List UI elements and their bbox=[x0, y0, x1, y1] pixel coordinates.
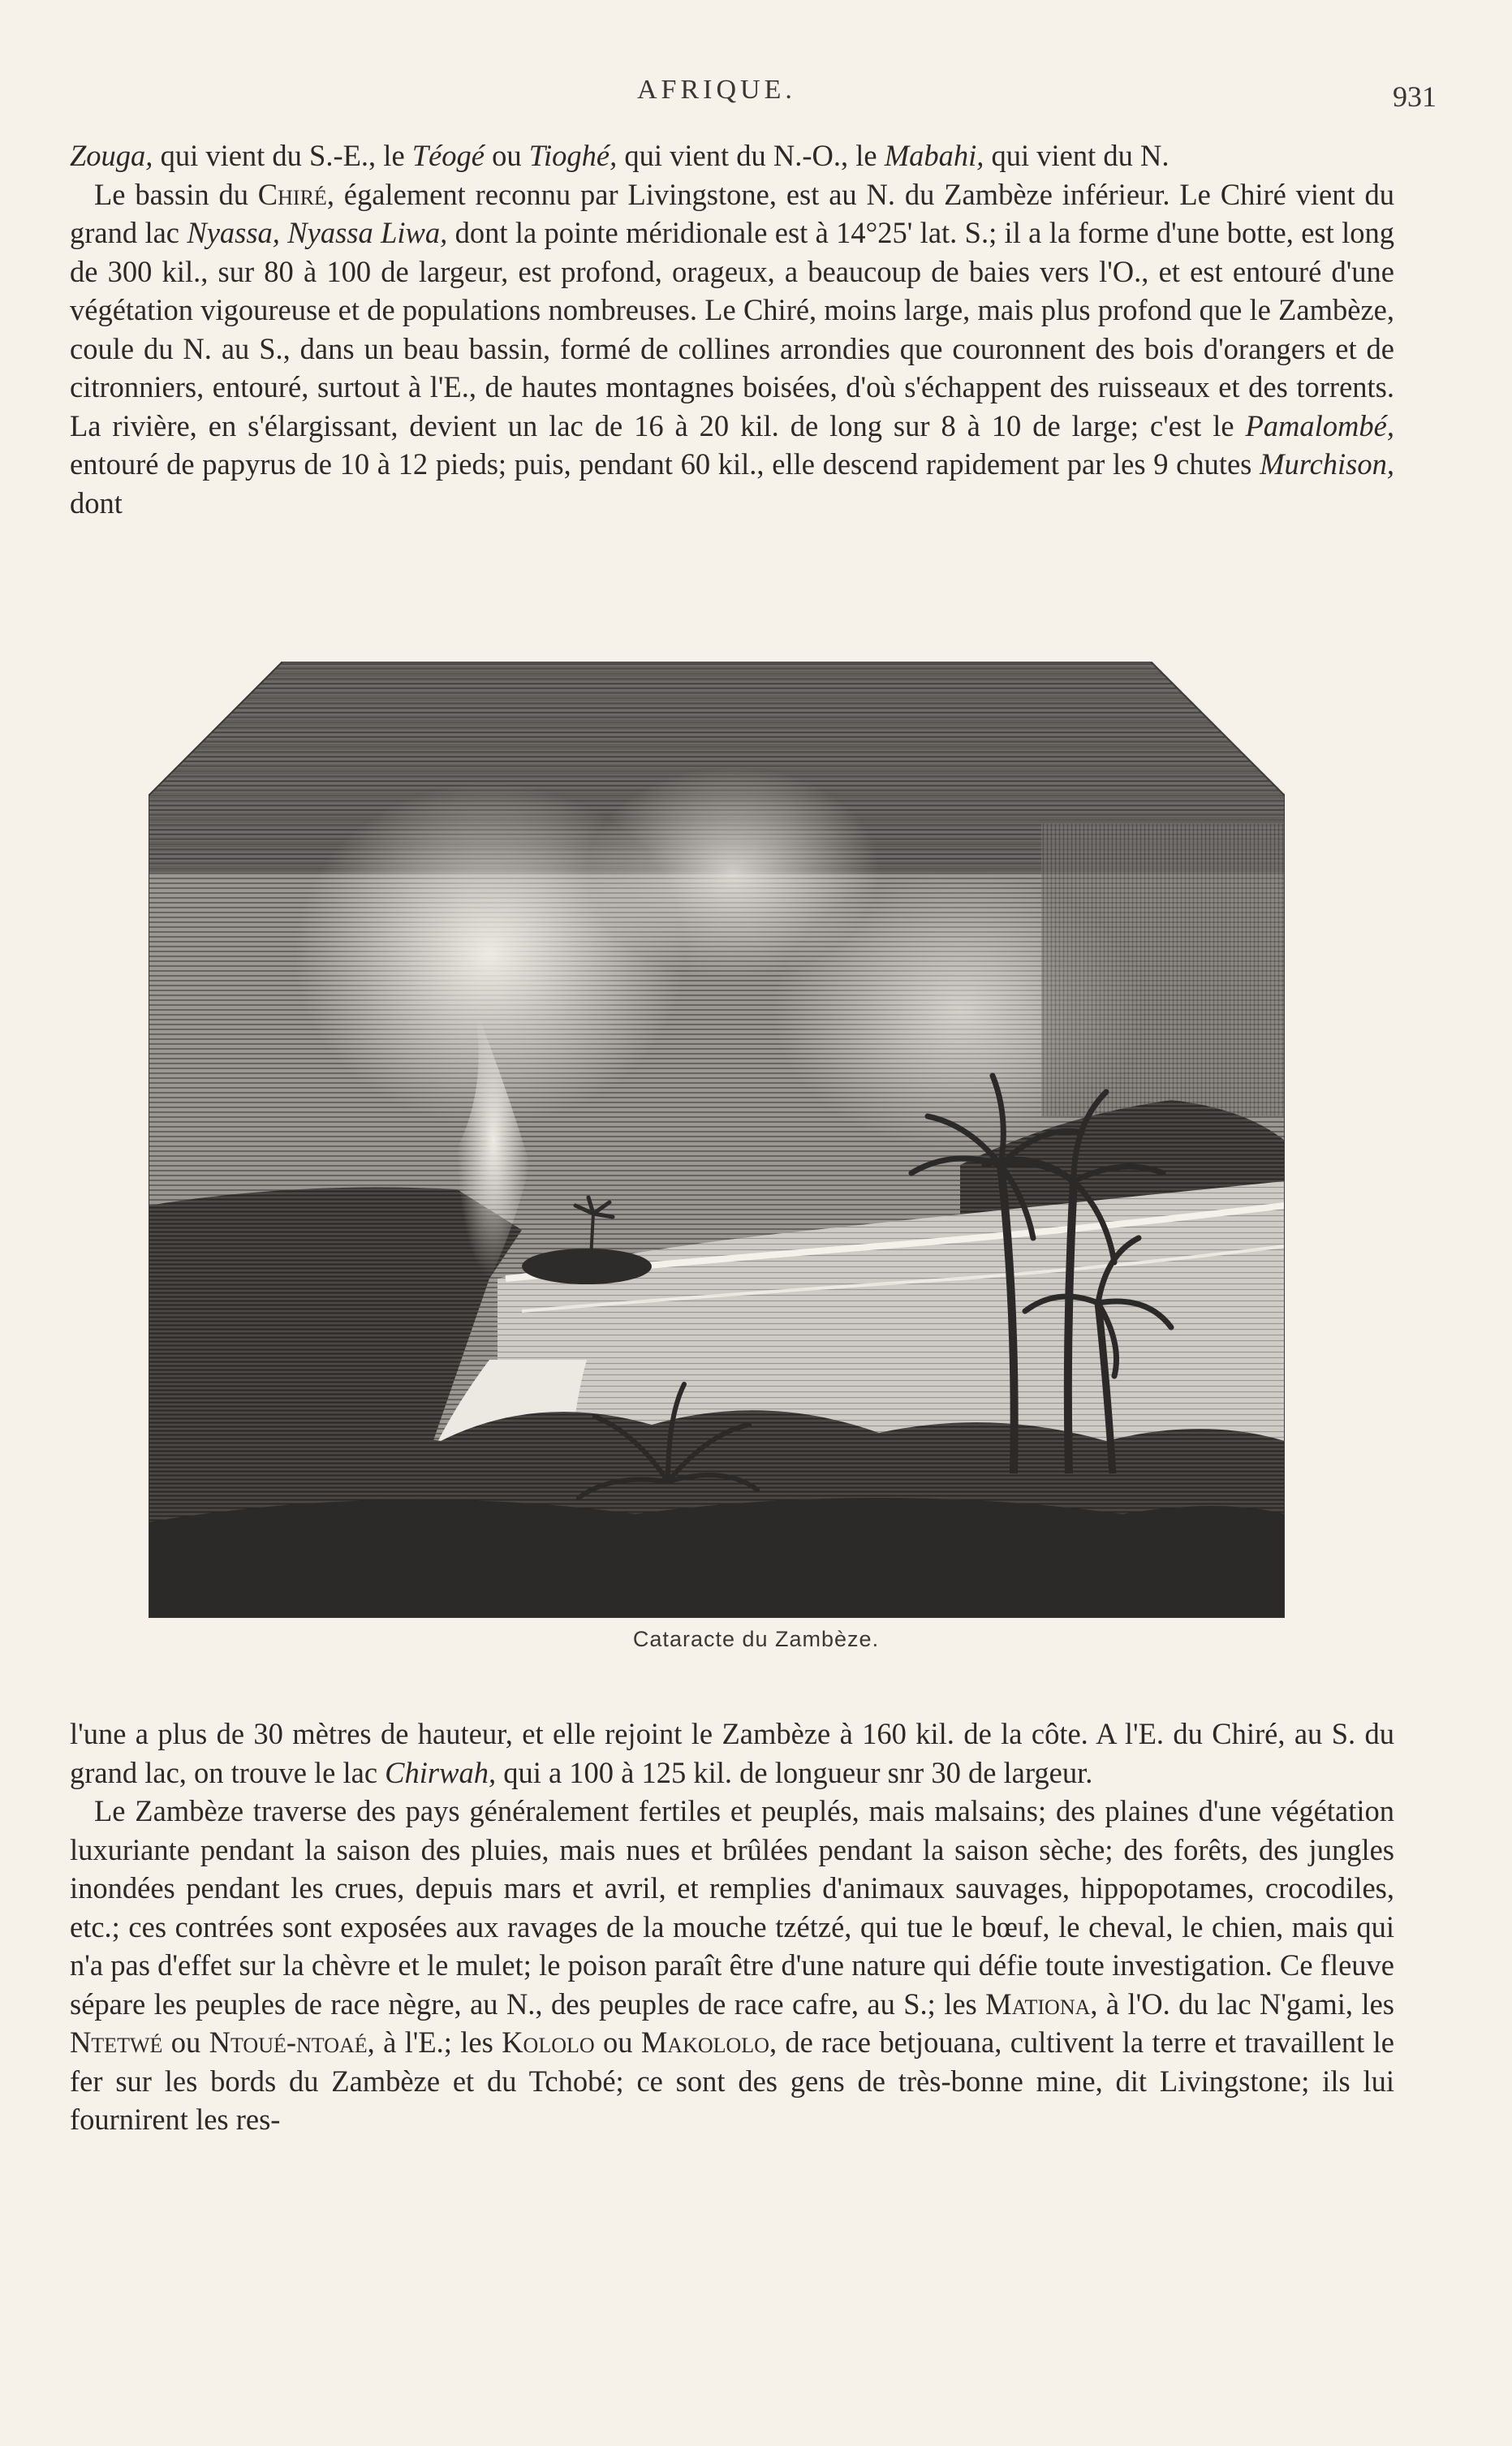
paragraph bbox=[70, 175, 1394, 523]
paragraph bbox=[70, 136, 1394, 175]
text-run: , à l'O. du lac N'gami, les bbox=[1090, 1987, 1394, 2021]
page-number: 931 bbox=[1393, 80, 1437, 113]
text-run: ou bbox=[162, 2025, 209, 2059]
text-run: , de race betjouana, cultivent la terre et travaillent le fer sur les bords du Zambèze et du Tchobé; ce sont des gens de très-bonne mine, dit Livingstone; ils lui fournirent les res- bbox=[70, 2025, 1395, 2136]
text-run: , également reconnu par Livingstone, est au N. du Zambèze inférieur. Le Chiré vient du grand lac bbox=[70, 177, 1394, 249]
text-run: ou bbox=[484, 139, 529, 172]
body-text-top bbox=[70, 136, 1394, 522]
paragraph bbox=[70, 1792, 1394, 2139]
text-run: entouré de papyrus de 10 à 12 pieds; puis, pendant 60 kil., elle descend rapidement par les 9 chutes bbox=[70, 447, 1260, 481]
people-name: Kololo bbox=[502, 2025, 595, 2059]
river-name: Zouga, bbox=[70, 139, 153, 172]
text-run: qui vient du N. bbox=[984, 139, 1170, 172]
engraving-illustration bbox=[149, 662, 1285, 1618]
text-run: qui a 100 à 125 kil. de longueur snr 30 de largeur. bbox=[496, 1755, 1093, 1789]
text-run: qui vient du N.-O., le bbox=[617, 139, 885, 172]
river-name: Tioghé, bbox=[528, 139, 618, 172]
engraving-cataract-zambezi bbox=[149, 662, 1285, 1618]
text-run: ou bbox=[594, 2025, 641, 2059]
river-name: Chiré bbox=[257, 177, 327, 211]
people-name: Ntetwé bbox=[70, 2025, 163, 2059]
people-name: Makololo bbox=[640, 2025, 769, 2059]
text-run: dont la pointe méridionale est à 14°25' lat. S.; il a la forme d'une botte, est long de 300 kil., sur 80 à 100 de largeur, est profond, orageux, a beaucoup de baies vers l'O., et est entouré d'une végétation vigoureuse et de populations nombreuses. Le Chiré, moins large, mais plus profond que le Zambèze, coule du N. au S., dans un beau bassin, formé de collines arrondies que couronnent des bois d'orangers et de citronniers, entouré, surtout à l'E., de hautes montagnes boisées, d'où s'échappent des ruisseaux et des torrents. La rivière, en s'élargissant, devient un lac de 16 à 20 kil. de long sur 8 à 10 de large; c'est le bbox=[70, 216, 1394, 442]
people-name: Mationa bbox=[985, 1987, 1091, 2021]
lake-name: Pamalombé, bbox=[1245, 408, 1394, 442]
text-run: qui vient du S.-E., le bbox=[153, 139, 412, 172]
figure-caption: Cataracte du Zambèze. bbox=[632, 1627, 880, 1651]
text-run: Le bassin du bbox=[94, 177, 258, 211]
river-name: Téogé bbox=[411, 139, 485, 172]
text-run: dont bbox=[70, 485, 123, 520]
running-title: AFRIQUE. bbox=[637, 75, 796, 105]
paragraph bbox=[70, 1715, 1394, 1792]
running-head bbox=[162, 75, 1461, 115]
river-name: Mabahi, bbox=[884, 139, 984, 172]
body-text-bottom bbox=[70, 1715, 1394, 2139]
text-run: , à l'E.; les bbox=[367, 2025, 502, 2059]
text-run: Le Zambèze traverse des pays généralement fertiles et peuplés, mais malsains; des plaines d'une végétation luxuriante pendant la saison des pluies, mais nues et brûlées pendant la saison sèche; des forêts, des jungles inondées pendant les crues, depuis mars et avril, et remplies d'animaux sauvages, hippopotames, crocodiles, etc.; ces contrées sont exposées aux ravages de la mouche tzétzé, qui tue le bœuf, le cheval, le chien, mais qui n'a pas d'effet sur la chèvre et le mulet; le poison paraît être d'une nature qui défie toute investigation. Ce fleuve sépare les peuples de race nègre, au N., des peuples de race cafre, au S.; les bbox=[70, 1794, 1394, 2021]
text-run: l'une a plus de 30 mètres de hauteur, et elle rejoint le Zambèze à 160 kil. de la côte. A l'E. du Chiré, au S. du grand lac, on trouve le lac bbox=[70, 1717, 1394, 1789]
lake-name: Nyassa, Nyassa Liwa, bbox=[187, 216, 448, 249]
falls-name: Murchison, bbox=[1260, 447, 1394, 481]
lake-name: Chirwah, bbox=[385, 1755, 497, 1789]
people-name: Ntoué-ntoaé bbox=[209, 2025, 368, 2059]
